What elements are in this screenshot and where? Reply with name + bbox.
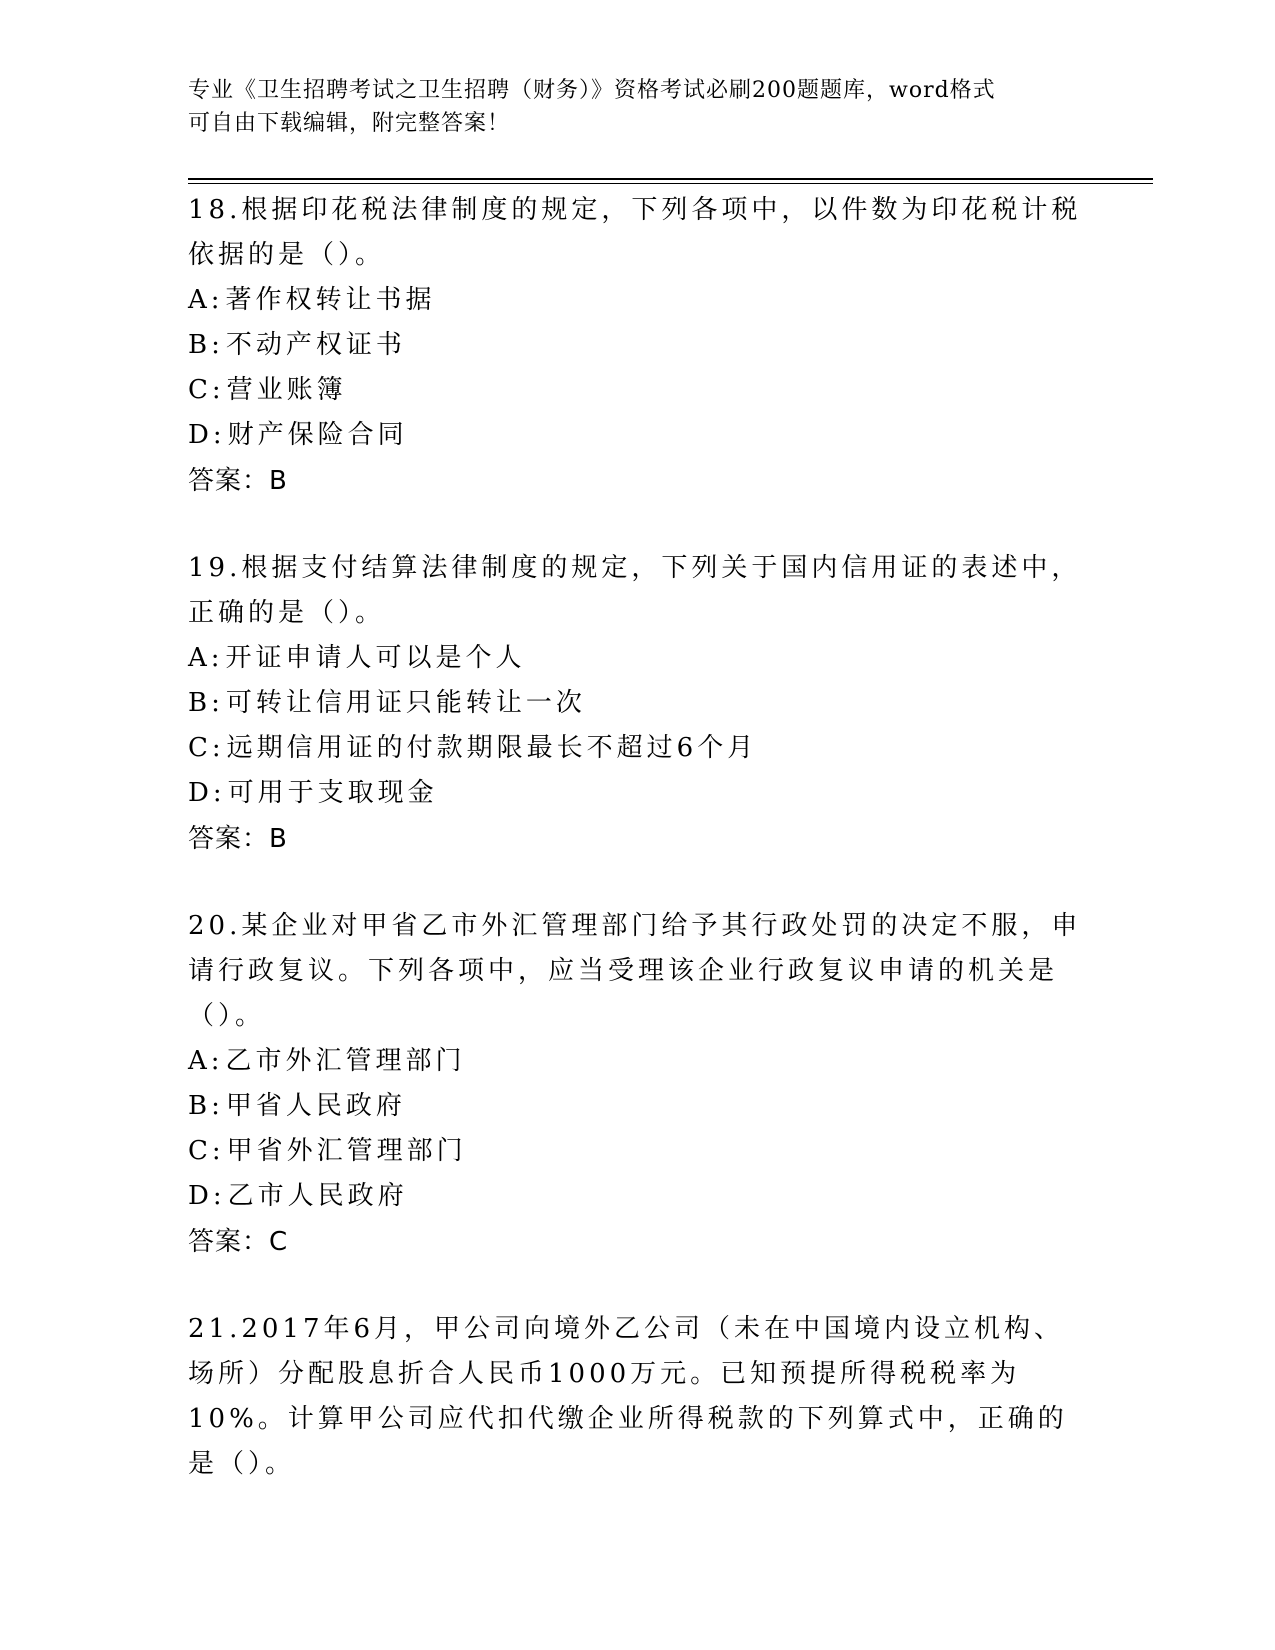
question-19 — [188, 546, 1088, 862]
header-line-2: 可自由下载编辑，附完整答案！ — [188, 111, 511, 136]
option-a: A: 乙市外汇管理部门 — [188, 1046, 466, 1076]
option-b: B: 甲省人民政府 — [188, 1091, 406, 1121]
option-key: A — [188, 1046, 211, 1076]
answer: 答案：B — [188, 824, 288, 854]
option-text: 可用于支取现金 — [227, 778, 438, 808]
option-text: 营业账簿 — [226, 375, 347, 405]
question-18 — [188, 188, 1088, 504]
option-key: B — [188, 1091, 212, 1121]
question-20 — [188, 904, 1088, 1265]
question-21 — [188, 1307, 1088, 1487]
header-line-1: 专业《卫生招聘考试之卫生招聘（财务）》资格考试必刷200题题库，word格式 — [188, 78, 996, 103]
option-key: C — [188, 1136, 212, 1166]
option-text: 不动产权证书 — [225, 330, 406, 360]
option-text: 远期信用证的付款期限最长不超过6个月 — [226, 733, 758, 763]
option-text: 乙市人民政府 — [227, 1181, 408, 1211]
question-text: 19.根据支付结算法律制度的规定，下列关于国内信用证的表述中，正确的是（）。 — [188, 553, 1082, 628]
option-key: A — [188, 643, 211, 673]
option-text: 乙市外汇管理部门 — [225, 1046, 466, 1076]
answer: 答案：B — [188, 466, 288, 496]
question-list — [188, 188, 1088, 1529]
document-header — [188, 74, 1068, 140]
option-d: D: 财产保险合同 — [188, 420, 408, 450]
question-text: 20.某企业对甲省乙市外汇管理部门给予其行政处罚的决定不服，申请行政复议。下列各项中，应当受理该企业行政复议申请的机关是（）。 — [188, 911, 1082, 1031]
option-text: 开证申请人可以是个人 — [225, 643, 526, 673]
question-text: 18.根据印花税法律制度的规定，下列各项中，以件数为印花税计税依据的是（）。 — [188, 195, 1082, 270]
option-key: D — [188, 778, 213, 808]
question-text: 21.2017年6月，甲公司向境外乙公司（未在中国境内设立机构、场所）分配股息折合人民币1000万元。已知预提所得税税率为10%。计算甲公司应代扣代缴企业所得税款的下列算式中，正确的是（）。 — [188, 1314, 1068, 1479]
option-key: C — [188, 375, 212, 405]
option-b: B: 不动产权证书 — [188, 330, 406, 360]
option-text: 甲省人民政府 — [225, 1091, 406, 1121]
option-c: C: 远期信用证的付款期限最长不超过6个月 — [188, 733, 758, 763]
option-text: 可转让信用证只能转让一次 — [225, 688, 586, 718]
answer: 答案：C — [188, 1227, 289, 1257]
option-a: A: 著作权转让书据 — [188, 285, 436, 315]
option-text: 财产保险合同 — [227, 420, 408, 450]
option-text: 甲省外汇管理部门 — [226, 1136, 467, 1166]
option-key: D — [188, 1181, 213, 1211]
option-key: C — [188, 733, 212, 763]
option-key: A — [188, 285, 211, 315]
option-key: B — [188, 688, 212, 718]
option-d: D: 乙市人民政府 — [188, 1181, 408, 1211]
option-key: D — [188, 420, 213, 450]
header-divider-thin — [188, 183, 1153, 184]
option-d: D: 可用于支取现金 — [188, 778, 438, 808]
option-c: C: 甲省外汇管理部门 — [188, 1136, 467, 1166]
option-a: A: 开证申请人可以是个人 — [188, 643, 526, 673]
header-divider-thick — [188, 178, 1153, 180]
option-key: B — [188, 330, 212, 360]
option-b: B: 可转让信用证只能转让一次 — [188, 688, 586, 718]
option-text: 著作权转让书据 — [225, 285, 436, 315]
option-c: C: 营业账簿 — [188, 375, 347, 405]
